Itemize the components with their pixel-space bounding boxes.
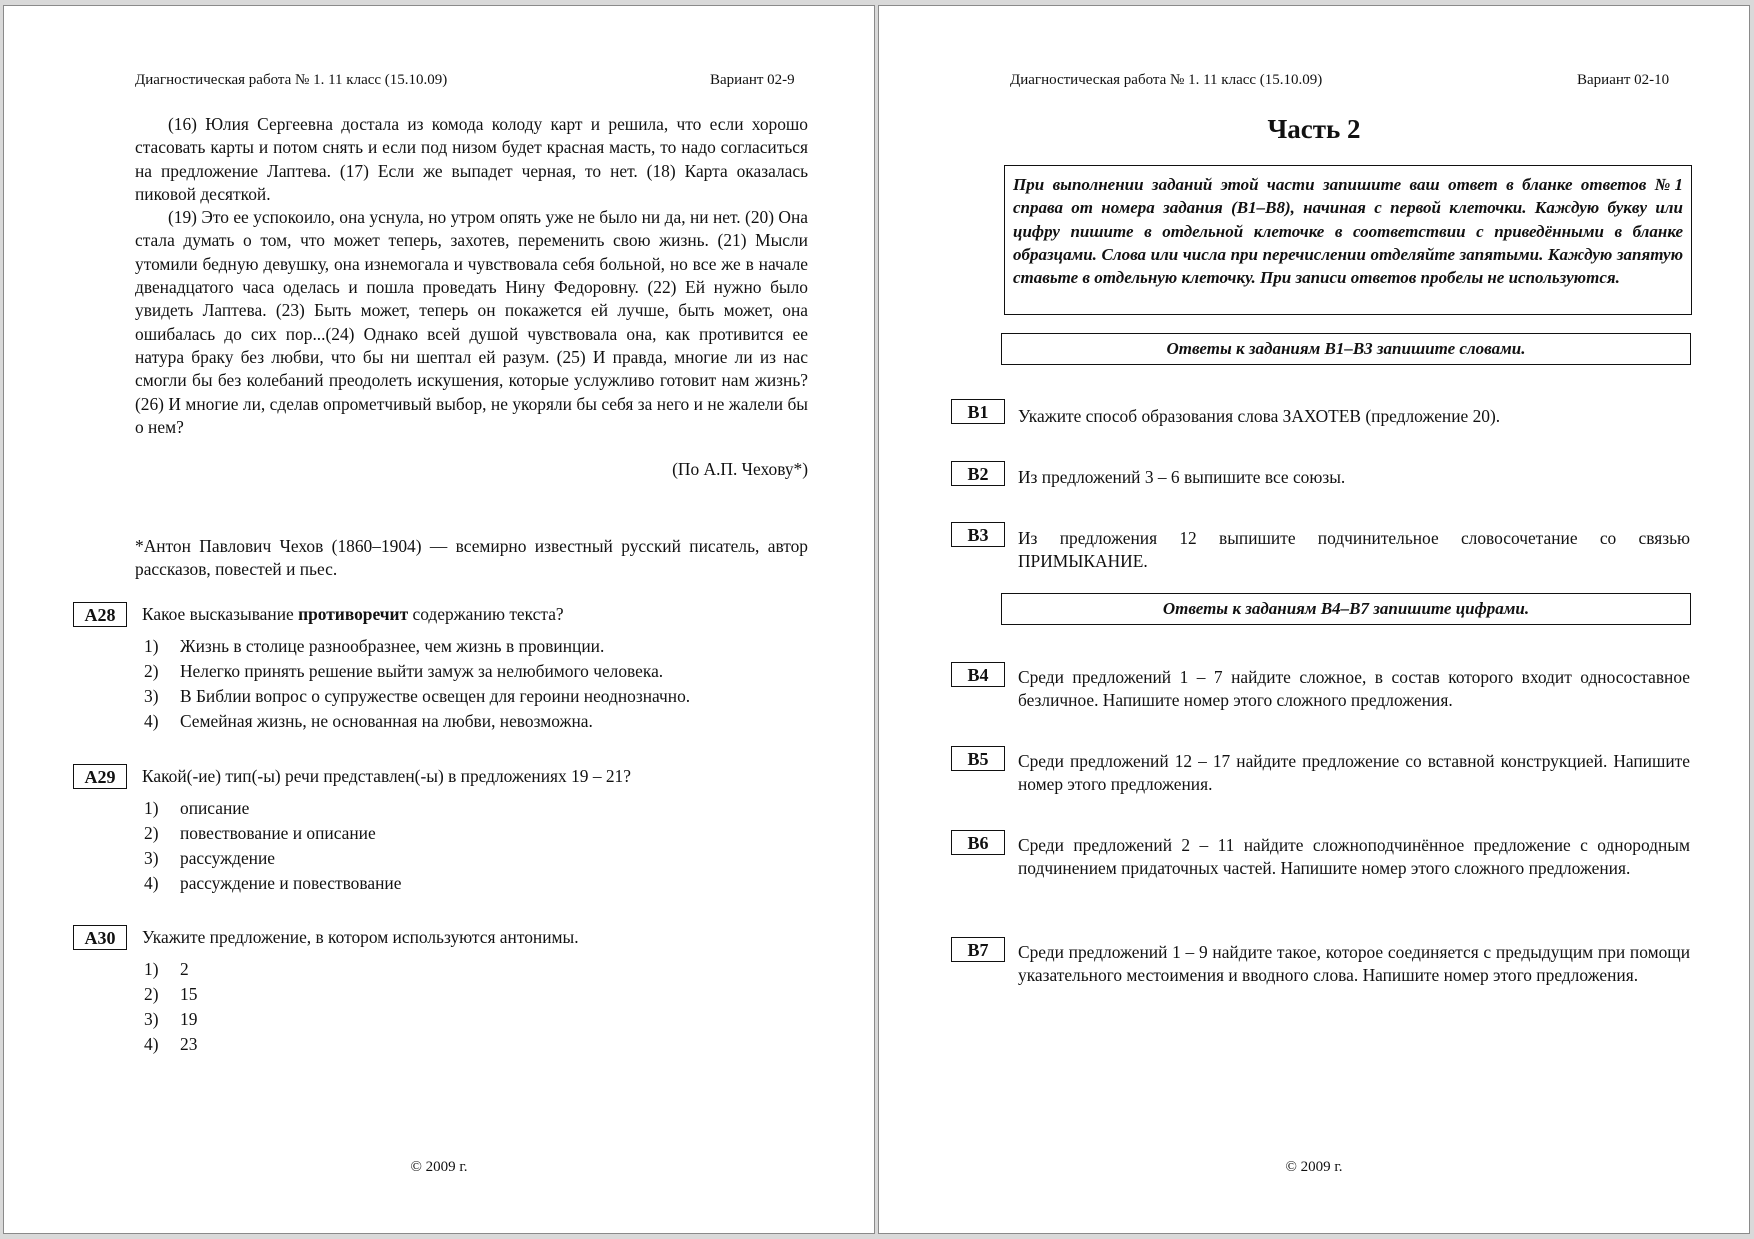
option-a29-3[interactable]	[144, 846, 401, 871]
option-text: повествование и описание	[180, 823, 376, 843]
option-a29-4[interactable]	[144, 871, 401, 896]
options-a28	[144, 634, 690, 734]
task-label-b2: В2	[951, 461, 1005, 486]
question-label-a30: А30	[73, 925, 127, 950]
option-number: 1)	[144, 636, 159, 656]
part-title: Часть 2	[1267, 114, 1361, 144]
option-text: Нелегко принять решение выйти замуж за нелюбимого человека.	[180, 661, 664, 681]
task-label-b4: В4	[951, 662, 1005, 687]
task-text-b3: Из предложения 12 выпишите подчинительное словосочетание со связью ПРИМЫКАНИЕ.	[1018, 528, 1690, 572]
option-number: 4)	[144, 1034, 159, 1054]
left-footer: © 2009 г.	[410, 1159, 468, 1175]
task-label-b3: В3	[951, 522, 1005, 547]
left-page	[3, 5, 875, 1234]
option-a28-3[interactable]	[144, 684, 690, 709]
task-text-b6: Среди предложений 2 – 11 найдите сложноподчинённое предложение с однородным подчинением придаточных частей. Напишите номер этого сложного предложения.	[1018, 835, 1690, 879]
task-label-b6: В6	[951, 830, 1005, 855]
option-text: 23	[180, 1034, 198, 1054]
task-label-b1: В1	[951, 399, 1005, 424]
option-a28-2[interactable]	[144, 659, 690, 684]
option-a29-1[interactable]	[144, 796, 401, 821]
instructions-box: При выполнении заданий этой части запишите ваш ответ в бланке ответов №1 справа от номера задания (В1–В8), начиная с первой клеточки. Каждую букву или цифру пишите в отдельной клеточке в соответствии с приведёнными в бланке образцами. Слова или числа при перечислении отделяйте запятыми. Каждую запятую ставьте в отдельную клеточку. При записи ответов пробелы не используются.	[1004, 165, 1692, 315]
banner-answers-digits: Ответы к заданиям В4–В7 запишите цифрами.	[1001, 593, 1691, 625]
option-a30-3[interactable]	[144, 1007, 197, 1032]
passage-paragraph-2: (19) Это ее успокоило, она уснула, но утром опять уже не было ни да, ни нет. (20) Она стала думать о том, что может теперь, захотев, переменить свою жизнь. (21) Мысли утомили бедную девушку, она изнемогала и чувствовала себя больной, но все же в начале двенадцатого часа оделась и пошла проведать Нину Федоровну. (22) Ей нужно было увидеть Лаптева. (23) Быть может, теперь он покажется ей лучше, быть может, она ошибалась до сих пор...(24) Однако всей душой чувствовала она, как противится ее натура браку без любви, что бы ни шептал ей разум. (25) И правда, многие ли из нас смогли бы без колебаний преодолеть искушения, которые услужливо готовит нам жизнь? (26) И многие ли, сделав опрометчивый выбор, не укоряли бы себя за него и не жалели бы о нем?	[135, 207, 808, 437]
option-text: 2	[180, 959, 189, 979]
options-a29	[144, 796, 401, 896]
question-text-a30: Укажите предложение, в котором используются антонимы.	[142, 927, 579, 947]
option-text: В Библии вопрос о супружестве освещен для героини неоднозначно.	[180, 686, 691, 706]
option-number: 1)	[144, 798, 159, 818]
option-text: 19	[180, 1009, 198, 1029]
option-number: 2)	[144, 984, 159, 1004]
left-header-variant: Вариант 02-9	[710, 72, 795, 88]
right-page	[878, 5, 1750, 1234]
task-text-b1: Укажите способ образования слова ЗАХОТЕВ (предложение 20).	[1018, 406, 1501, 426]
option-text: рассуждение и повествование	[180, 873, 402, 893]
option-a28-4[interactable]	[144, 709, 690, 734]
options-a30	[144, 957, 197, 1057]
passage-paragraph-1: (16) Юлия Сергеевна достала из комода колоду карт и решила, что если хорошо стасовать карты и потом снять и если под низом будет красная масть, то надо согласиться на предложение Лаптева. (17) Если же выпадет черная, то нет. (18) Карта оказалась пиковой десяткой.	[135, 114, 808, 204]
option-number: 4)	[144, 873, 159, 893]
option-number: 3)	[144, 686, 159, 706]
option-text: Семейная жизнь, не основанная на любви, невозможна.	[180, 711, 593, 731]
passage-attribution: (По А.П. Чехову*)	[672, 459, 808, 480]
footnote: *Антон Павлович Чехов (1860–1904) — всемирно известный русский писатель, автор рассказов, повестей и пьес.	[135, 536, 808, 580]
option-number: 4)	[144, 711, 159, 731]
option-text: рассуждение	[180, 848, 276, 868]
task-label-b7: В7	[951, 937, 1005, 962]
option-a28-1[interactable]	[144, 634, 690, 659]
right-footer: © 2009 г.	[1285, 1159, 1343, 1175]
question-text-a28	[142, 603, 808, 626]
task-text-b7: Среди предложений 1 – 9 найдите такое, которое соединяется с предыдущим при помощи указательного местоимения и вводного слова. Напишите номер этого предложения.	[1018, 942, 1690, 986]
banner-answers-words: Ответы к заданиям В1–В3 запишите словами.	[1001, 333, 1691, 365]
question-a28-text-part: содержанию текста?	[408, 604, 564, 624]
task-text-b5: Среди предложений 12 – 17 найдите предложение со вставной конструкцией. Напишите номер этого предложения.	[1018, 751, 1690, 795]
option-a30-4[interactable]	[144, 1032, 197, 1057]
question-a28-bold: противоречит	[298, 604, 409, 624]
left-header-title: Диагностическая работа № 1. 11 класс (15.10.09)	[135, 72, 448, 88]
reading-passage	[135, 113, 808, 481]
question-a28-text-part: Какое высказывание	[142, 604, 299, 624]
option-text: 15	[180, 984, 198, 1004]
option-a30-1[interactable]	[144, 957, 197, 982]
option-number: 2)	[144, 661, 159, 681]
option-number: 2)	[144, 823, 159, 843]
task-text-b4: Среди предложений 1 – 7 найдите сложное, в состав которого входит односоставное безличное. Напишите номер этого сложного предложения.	[1018, 667, 1690, 711]
option-a30-2[interactable]	[144, 982, 197, 1007]
question-label-a28: А28	[73, 602, 127, 627]
option-text: Жизнь в столице разнообразнее, чем жизнь в провинции.	[180, 636, 605, 656]
question-text-a29: Какой(-ие) тип(-ы) речи представлен(-ы) в предложениях 19 – 21?	[142, 766, 631, 786]
task-text-b2: Из предложений 3 – 6 выпишите все союзы.	[1018, 467, 1346, 487]
question-label-a29: А29	[73, 764, 127, 789]
right-header-variant: Вариант 02-10	[1577, 72, 1670, 88]
option-text: описание	[180, 798, 250, 818]
option-a29-2[interactable]	[144, 821, 401, 846]
option-number: 3)	[144, 848, 159, 868]
task-label-b5: В5	[951, 746, 1005, 771]
option-number: 3)	[144, 1009, 159, 1029]
right-header-title: Диагностическая работа № 1. 11 класс (15.10.09)	[1010, 72, 1323, 88]
option-number: 1)	[144, 959, 159, 979]
